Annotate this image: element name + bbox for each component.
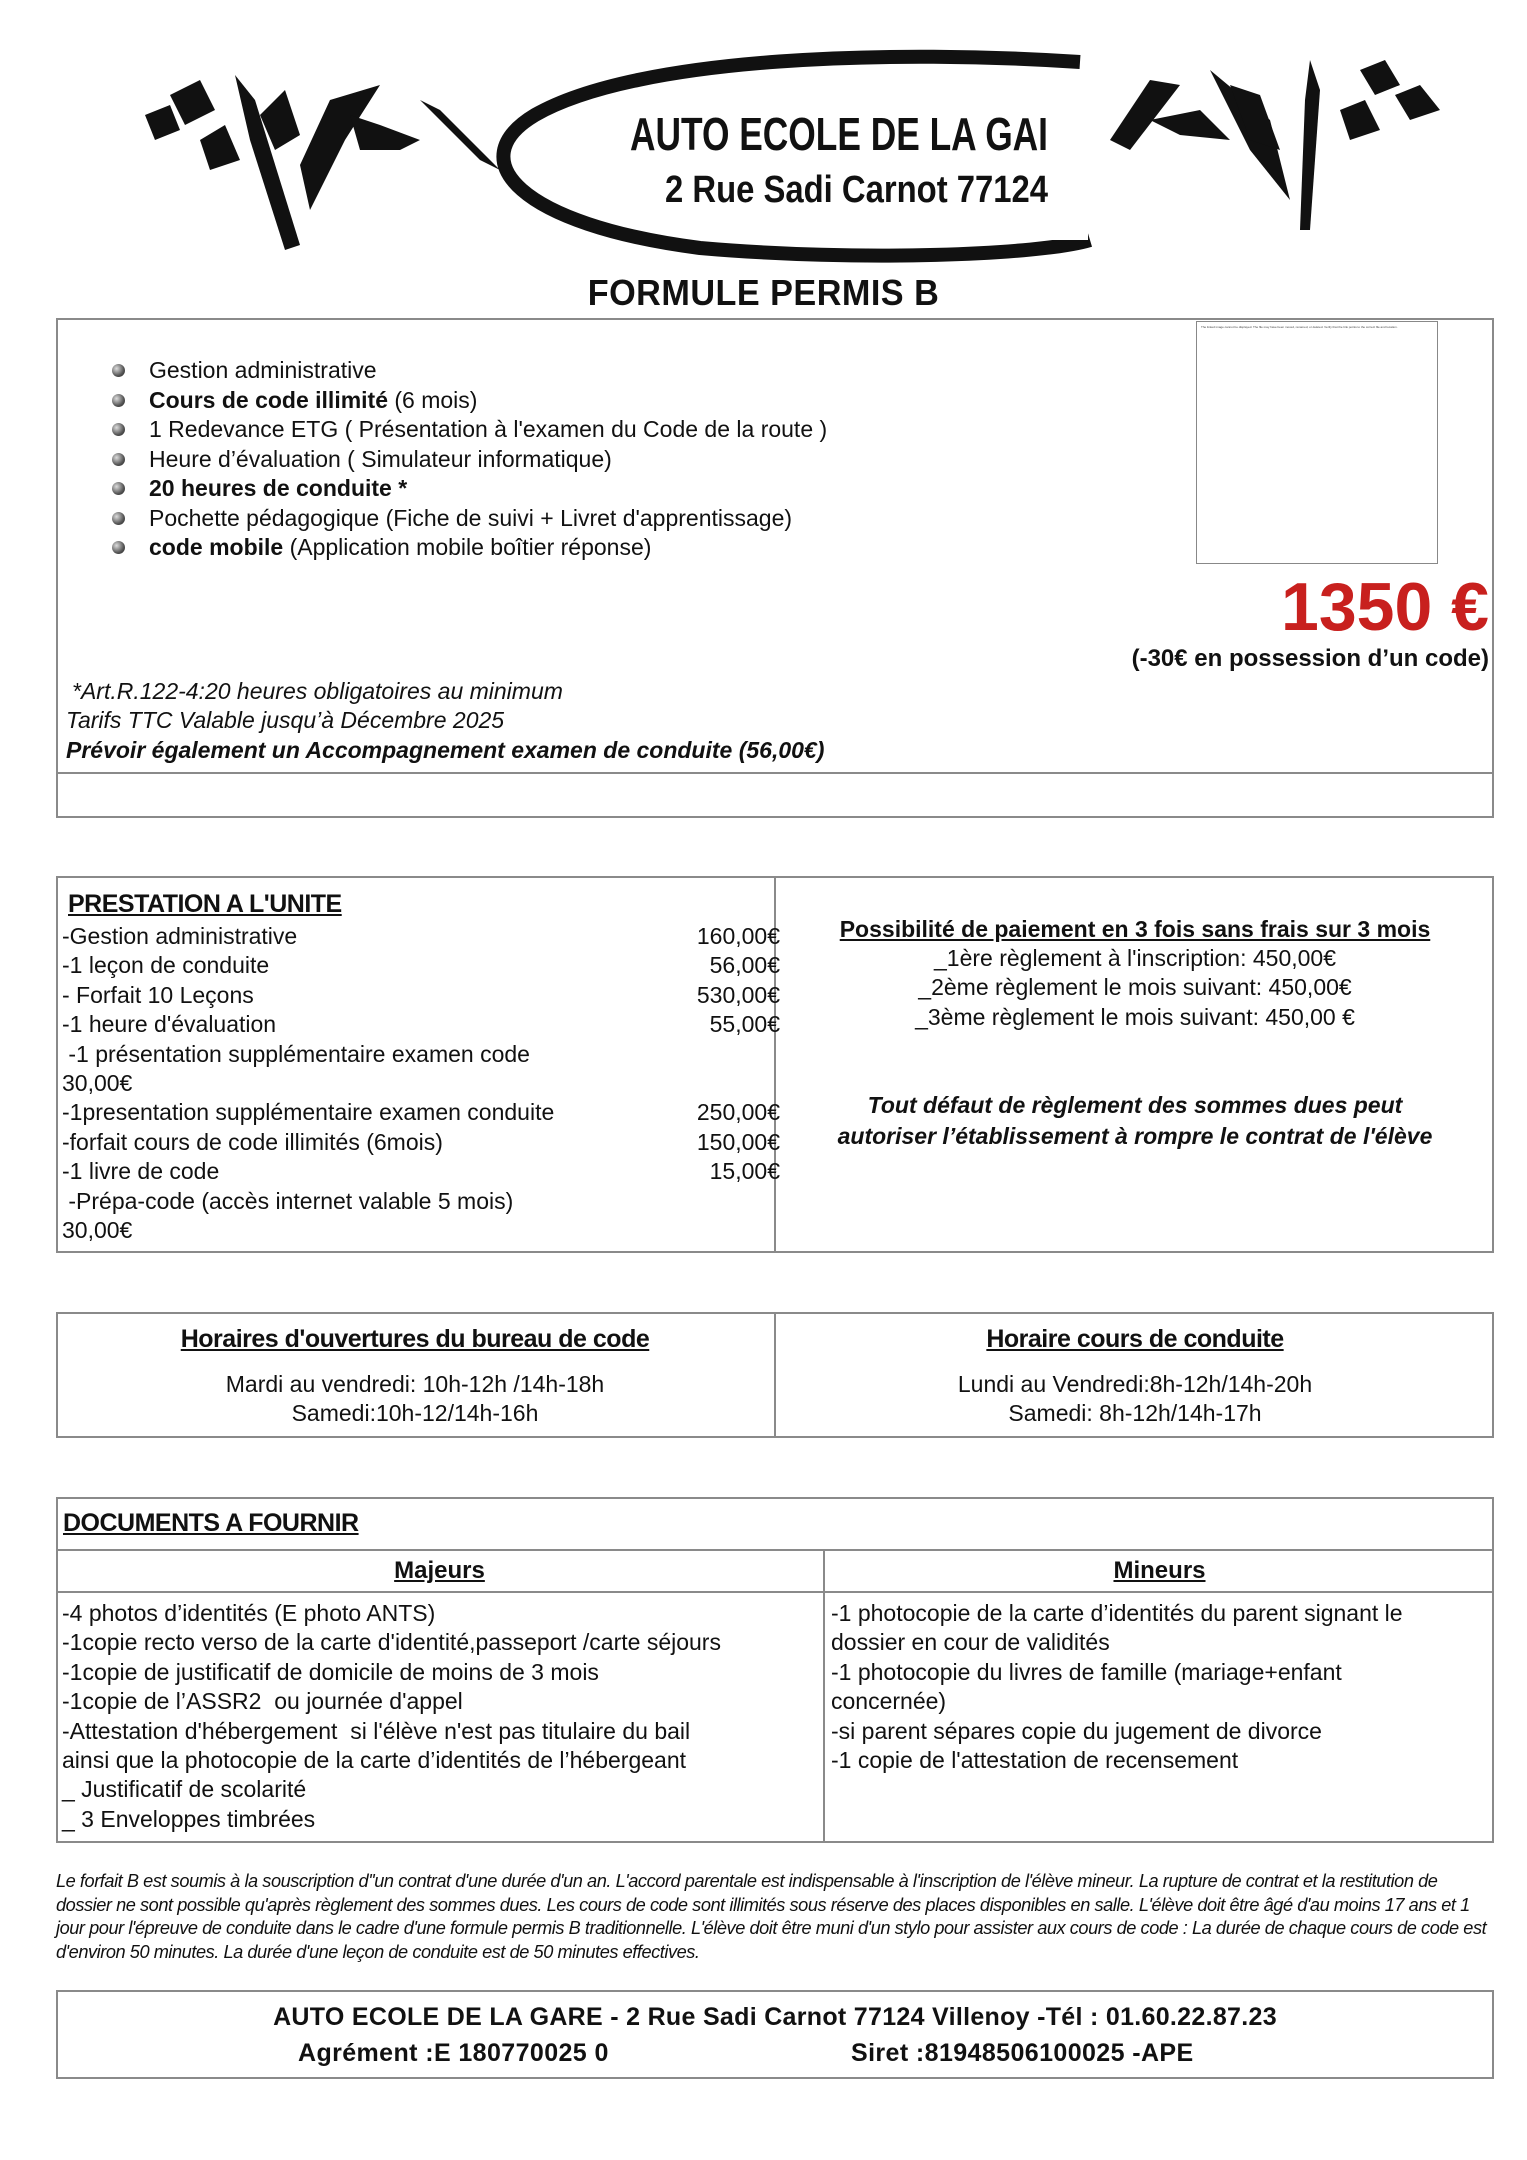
formula-item [112, 533, 827, 563]
majeurs-list [62, 1599, 721, 1834]
bullet-icon [112, 423, 125, 436]
driving-hours-line-2: Samedi: 8h-12h/14h-17h [1008, 1400, 1262, 1427]
prestation-label: -1 livre de code [62, 1158, 220, 1185]
payment-line-3: _3ème règlement le mois suivant: 450,00 € [915, 1003, 1355, 1030]
prestation-label: -1presentation supplémentaire examen conduite [62, 1099, 555, 1126]
driving-hours-title: Horaire cours de conduite [986, 1325, 1284, 1353]
formula-item [112, 445, 827, 475]
majeurs-item: -1copie de justificatif de domicile de moins de 3 mois [62, 1658, 599, 1685]
formula-items [112, 356, 827, 563]
footer-line-1: AUTO ECOLE DE LA GARE - 2 Rue Sadi Carnot 77124 Villenoy -Tél : 01.60.22.87.23 [273, 2003, 1277, 2031]
formula-item-text: Pochette pédagogique (Fiche de suivi + Livret d'apprentissage) [149, 504, 793, 531]
majeurs-title: Majeurs [394, 1557, 485, 1584]
prestation-row [62, 1157, 780, 1186]
majeurs-item: _ 3 Enveloppes timbrées [62, 1805, 316, 1832]
payment-title: Possibilité de paiement en 3 fois sans frais sur 3 mois [839, 916, 1431, 942]
formula-item [112, 386, 827, 416]
prestation-row [62, 951, 780, 980]
logo [0, 0, 1527, 270]
payment-line-1: _1ère règlement à l'inscription: 450,00€ [933, 945, 1337, 971]
mineurs-item: concernée) [831, 1688, 947, 1715]
payment-line-2: _2ème règlement le mois suivant: 450,00€ [918, 974, 1352, 1001]
formula-item [112, 415, 827, 445]
page-title: FORMULE PERMIS B [587, 272, 940, 313]
formula-item-text: 1 Redevance ETG ( Présentation à l'examen du Code de la route ) [149, 416, 828, 442]
bullet-icon [112, 482, 125, 495]
formula-item [112, 474, 827, 504]
majeurs-item: -4 photos d’identités (E photo ANTS) [62, 1600, 436, 1626]
image-placeholder-text: The linked image cannot be displayed. The file may have been moved, renamed, or deleted. Verify that the link points to the correct file and location. [1201, 325, 1398, 329]
checkered-flags-logo [0, 0, 1527, 270]
prestation-row [62, 1187, 780, 1216]
prestation-row [62, 922, 780, 951]
svg-text:AUTO ECOLE DE LA GAI: AUTO ECOLE DE LA GAI [630, 108, 1048, 160]
driving-hours [776, 1323, 1494, 1429]
fine-print: Le forfait B est soumis à la souscription d''un contrat d'une durée d'un an. L'accord parentale est indispensable à l'inscription de l'élève mineur. La rupture de contrat et la restitution de dossier ne sont possible qu'après règlement des sommes dues. Les cours de code sont illimités sous réserve des places disponibles en salle. L'élève doit être âgé d'au moins 17 ans et 1 jour pour l'épreuve de conduite dans le cadre d'une formule permis B traditionnelle. L'élève doit être muni d'un stylo pour assister aux cours de code : La durée de chaque cours de code est d'environ 50 minutes. La durée d'une leçon de conduite est de 50 minutes effectives. [56, 1871, 1487, 1962]
documents-title: DOCUMENTS A FOURNIR [63, 1509, 359, 1537]
formula-item-bold: Cours de code illimité [149, 386, 388, 413]
prestation-price: 56,00€ [709, 952, 780, 979]
payment-warning-1: Tout défaut de règlement des sommes dues peut [867, 1092, 1403, 1119]
prestation-row [62, 1128, 780, 1157]
prestation-price: 55,00€ [709, 1011, 780, 1038]
left-flag-icon [145, 75, 500, 250]
prestation-label: -forfait cours de code illimités (6mois) [62, 1128, 443, 1155]
mineurs-item: dossier en cour de validités [831, 1629, 1110, 1656]
prestation-row [62, 1098, 780, 1127]
majeurs-item: ainsi que la photocopie de la carte d’identités de l’hébergeant [62, 1747, 686, 1774]
majeurs-item: -1copie de l’ASSR2 ou journée d'appel [62, 1688, 463, 1715]
image-placeholder [1196, 321, 1438, 564]
documents-column-divider [823, 1549, 825, 1843]
bullet-icon [112, 512, 125, 525]
mineurs-item: -1 copie de l'attestation de recensement [831, 1747, 1239, 1774]
bullet-icon [112, 364, 125, 377]
prestation-row [62, 1069, 780, 1098]
right-flag-icon [1110, 60, 1440, 230]
note-art: *Art.R.122-4:20 heures obligatoires au minimum [72, 678, 563, 704]
bullet-icon [112, 541, 125, 554]
prestation-list [62, 922, 780, 1245]
prestation-row [62, 1216, 780, 1245]
mineurs-list [831, 1599, 1403, 1775]
office-hours-title: Horaires d'ouvertures du bureau de code [180, 1325, 650, 1353]
majeurs-item: -Attestation d'hébergement si l'élève n'est pas titulaire du bail [62, 1717, 691, 1744]
prestation-label: 30,00€ [62, 1217, 133, 1244]
formula-divider [56, 772, 1494, 774]
code-discount: (-30€ en possession d’un code) [1131, 645, 1489, 672]
prestation-label: -1 présentation supplémentaire examen code [62, 1040, 530, 1067]
payment-warning-2: autoriser l’établissement à rompre le contrat de l'élève [837, 1123, 1433, 1150]
prestation-label: -1 leçon de conduite [62, 952, 270, 979]
majeurs-item: -1copie recto verso de la carte d'identité,passeport /carte séjours [62, 1629, 721, 1656]
prestation-price: 150,00€ [696, 1128, 780, 1155]
footer-siret: Siret :81948506100025 -APE [851, 2039, 1194, 2067]
footer-agrement: Agrément :E 180770025 0 [298, 2039, 609, 2067]
formula-item-bold: code mobile [149, 534, 284, 560]
formula-item [112, 504, 827, 534]
bullet-icon [112, 453, 125, 466]
payment-section [776, 914, 1494, 1152]
prestation-label: -Gestion administrative [62, 923, 298, 949]
office-hours [56, 1323, 774, 1429]
prestation-title: PRESTATION A L'UNITE [68, 890, 342, 918]
price: 1350 € [1281, 569, 1489, 645]
formula-item-text: Gestion administrative [149, 357, 377, 383]
documents-subheader-divider [56, 1591, 1494, 1593]
driving-hours-line-1: Lundi au Vendredi:8h-12h/14h-20h [957, 1371, 1313, 1397]
note-exam: Prévoir également un Accompagnement examen de conduite (56,00€) [66, 737, 825, 763]
formula-item-text: (Application mobile boîtier réponse) [283, 534, 652, 560]
office-hours-line-2: Samedi:10h-12/14h-16h [291, 1400, 539, 1427]
prestation-price: 160,00€ [696, 923, 780, 949]
bullet-icon [112, 394, 125, 407]
mineurs-title: Mineurs [1113, 1557, 1206, 1584]
formula-item [112, 356, 827, 386]
formula-item-bold: 20 heures de conduite * [149, 475, 408, 501]
prestation-row [62, 1040, 780, 1069]
formula-item-text: (6 mois) [388, 386, 478, 413]
mineurs-item: -1 photocopie de la carte d’identités du parent signant le [831, 1600, 1403, 1626]
documents-header-divider [56, 1549, 1494, 1551]
note-validity: Tarifs TTC Valable jusqu’à Décembre 2025 [66, 707, 505, 733]
prestation-label: 30,00€ [62, 1070, 133, 1097]
mineurs-item: -1 photocopie du livres de famille (mariage+enfant [831, 1658, 1342, 1685]
majeurs-item: _ Justificatif de scolarité [62, 1776, 307, 1803]
prestation-price: 530,00€ [696, 981, 780, 1008]
prestation-price: 15,00€ [709, 1158, 780, 1185]
prestation-label: -Prépa-code (accès internet valable 5 mois) [62, 1187, 514, 1214]
svg-text:2 Rue Sadi Carnot 77124: 2 Rue Sadi Carnot 77124 [665, 169, 1048, 211]
prestation-row [62, 981, 780, 1010]
office-hours-line-1: Mardi au vendredi: 10h-12h /14h-18h [225, 1371, 605, 1397]
prestation-label: -1 heure d'évaluation [62, 1011, 277, 1038]
prestation-row [62, 1010, 780, 1039]
prestation-label: - Forfait 10 Leçons [62, 981, 254, 1008]
formula-item-text: Heure d’évaluation ( Simulateur informatique) [149, 445, 612, 472]
prestation-price: 250,00€ [696, 1099, 780, 1126]
mineurs-item: -si parent sépares copie du jugement de divorce [831, 1717, 1322, 1744]
